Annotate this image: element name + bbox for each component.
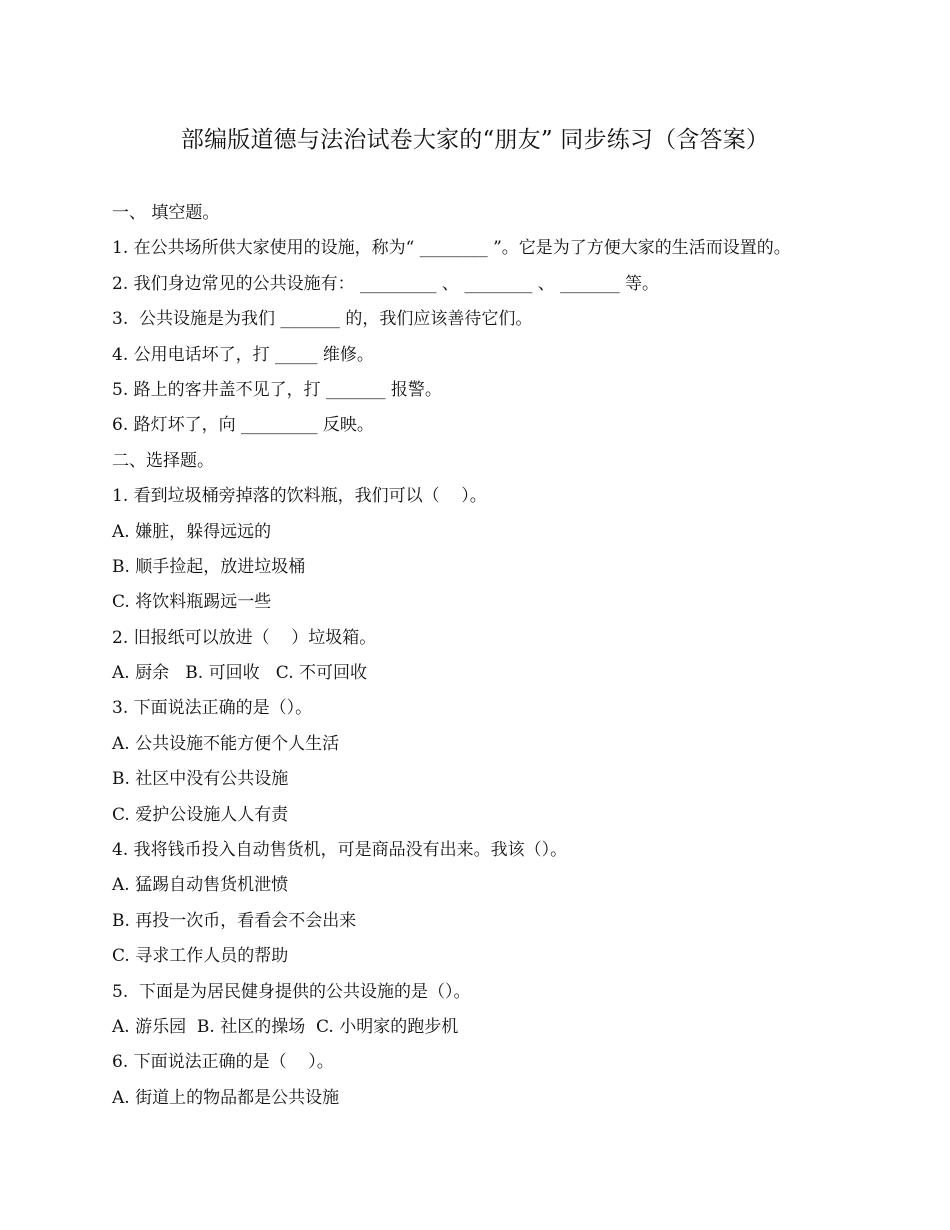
section-heading-fill-in: 一、 填空题。 <box>112 203 220 223</box>
choice-question: 2. 旧报纸可以放进（ ）垃圾箱。 <box>112 627 377 648</box>
choice-option-row: A. 游乐园 B. 社区的操场 C. 小明家的跑步机 <box>112 1016 459 1037</box>
choice-question: 4. 我将钱币投入自动售货机，可是商品没有出来。我该（）。 <box>112 840 568 861</box>
choice-option: A. 猛踢自动售货机泄愤 <box>112 875 289 896</box>
choice-option: A. 嫌脏，躲得远远的 <box>112 521 272 542</box>
fill-in-question: 5. 路上的客井盖不见了，打 _______ 报警。 <box>112 379 442 400</box>
document-body <box>112 196 872 1116</box>
choice-option: A. 公共设施不能方便个人生活 <box>112 733 340 754</box>
choice-option: B. 顺手捡起，放进垃圾桶 <box>112 556 306 577</box>
choice-question: 6. 下面说法正确的是（ ）。 <box>112 1052 334 1073</box>
choice-question: 3. 下面说法正确的是（）。 <box>112 698 313 719</box>
fill-in-question: 3. 公共设施是为我们 _______ 的，我们应该善待它们。 <box>112 309 533 330</box>
choice-question: 5. 下面是为居民健身提供的公共设施的是（）。 <box>112 981 471 1002</box>
choice-question: 1. 看到垃圾桶旁掉落的饮料瓶，我们可以（ ）。 <box>112 486 487 507</box>
choice-option: C. 寻求工作人员的帮助 <box>112 946 289 967</box>
choice-option-row: A. 厨余 B. 可回收 C. 不可回收 <box>112 663 368 684</box>
choice-option: C. 将饮料瓶踢远一些 <box>112 592 272 613</box>
document-title: 部编版道德与法治试卷大家的“朋友” 同步练习（含答案） <box>180 127 770 153</box>
choice-option: A. 街道上的物品都是公共设施 <box>112 1087 340 1108</box>
section-heading-choice: 二、选择题。 <box>112 450 214 471</box>
fill-in-question: 6. 路灯坏了，向 _________ 反映。 <box>112 415 374 436</box>
fill-in-question: 2. 我们身边常见的公共设施有： _________ 、 ________ 、 _______ 等。 <box>112 273 660 294</box>
fill-in-question: 4. 公用电话坏了，打 _____ 维修。 <box>112 344 374 365</box>
choice-option: C. 爱护公设施人人有责 <box>112 804 289 825</box>
fill-in-question: 1. 在公共场所供大家使用的设施，称为“ ________ ”。它是为了方便大家的生活而设置的。 <box>112 238 791 259</box>
choice-option: B. 再投一次币，看看会不会出来 <box>112 910 357 931</box>
choice-option: B. 社区中没有公共设施 <box>112 769 289 790</box>
